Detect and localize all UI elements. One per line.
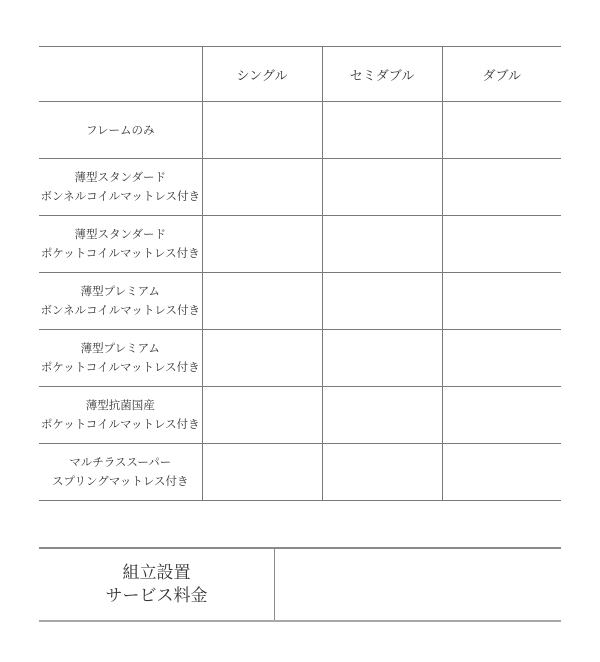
price-cell-single [202,387,322,444]
price-cell-single [202,330,322,387]
header-single: シングル [202,47,322,102]
row-label-thin-standard-bonnell: 薄型スタンダード ボンネルコイルマットレス付き [39,159,202,216]
row-label-thin-antibacterial-pocket: 薄型抗菌国産 ポケットコイルマットレス付き [39,387,202,444]
price-cell-single [202,102,322,159]
price-cell-semi-double [322,444,442,501]
table-row [39,159,561,216]
price-cell-double [442,273,561,330]
table-row [39,102,561,159]
price-cell-semi-double [322,387,442,444]
assembly-service-label: 組立設置 サービス料金 [39,549,275,620]
table-row [39,330,561,387]
price-cell-single [202,273,322,330]
price-cell-double [442,216,561,273]
price-table [39,46,561,501]
table-row [39,273,561,330]
price-cell-double [442,159,561,216]
row-label-thin-premium-bonnell: 薄型プレミアム ボンネルコイルマットレス付き [39,273,202,330]
price-cell-semi-double [322,216,442,273]
table-row [39,216,561,273]
table-row [39,387,561,444]
assembly-service-price-cell [275,549,561,620]
header-semi-double: セミダブル [322,47,442,102]
price-cell-semi-double [322,273,442,330]
price-cell-semi-double [322,159,442,216]
price-cell-double [442,330,561,387]
price-cell-semi-double [322,330,442,387]
table-row [39,444,561,501]
header-double: ダブル [442,47,561,102]
header-row [39,47,561,102]
price-cell-double [442,387,561,444]
price-cell-single [202,216,322,273]
price-cell-double [442,102,561,159]
row-label-thin-premium-pocket: 薄型プレミアム ポケットコイルマットレス付き [39,330,202,387]
price-cell-semi-double [322,102,442,159]
price-cell-double [442,444,561,501]
row-label-thin-standard-pocket: 薄型スタンダード ポケットコイルマットレス付き [39,216,202,273]
price-cell-single [202,159,322,216]
row-label-multi-lath-super-spring: マルチラススーパー スプリングマットレス付き [39,444,202,501]
row-label-frame-only: フレームのみ [39,102,202,159]
header-corner-cell [39,47,202,102]
price-cell-single [202,444,322,501]
assembly-service-table [39,547,561,622]
